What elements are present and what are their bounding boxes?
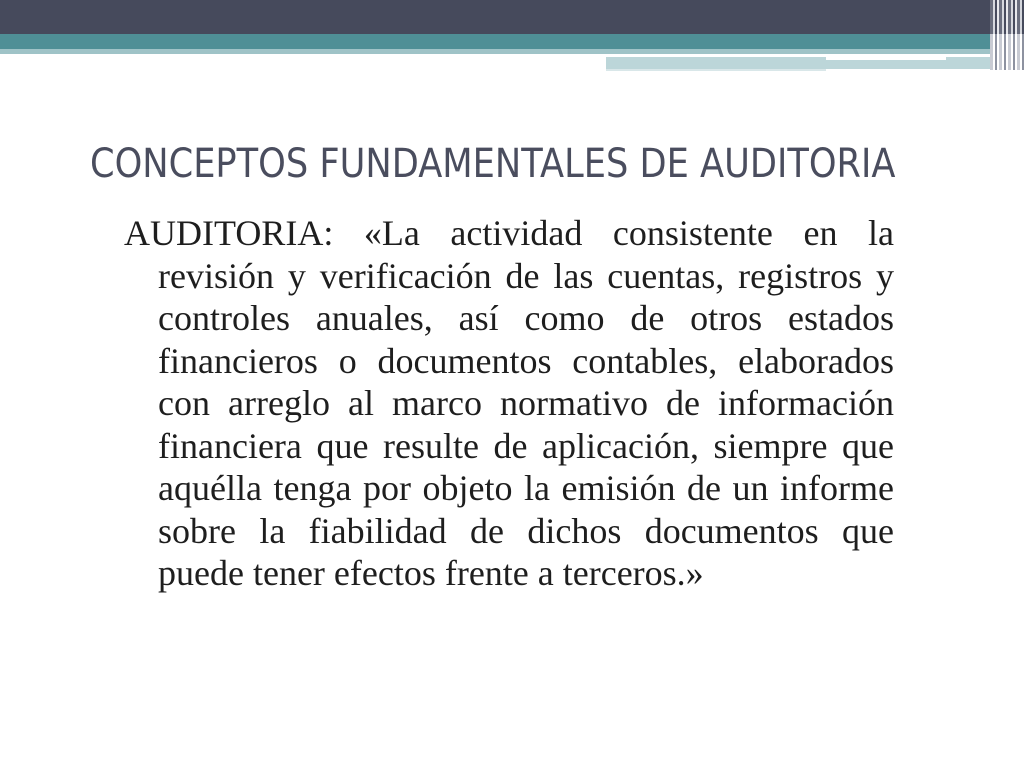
- header-band-gap-right: [826, 57, 946, 60]
- header-band-underline: [606, 69, 826, 71]
- slide-title: CONCEPTOS FUNDAMENTALES DE AUDITORIA: [90, 141, 896, 187]
- header-stripes-decoration-top: [990, 0, 1024, 34]
- slide-body-text: AUDITORIA: «La actividad consistente en la revisión y verificación de las cuentas, registros y controles anuales, así como de otros estados financieros o documentos contables, elaborados con arreglo al marco normativo de información financiera que resulte de aplicación, siempre que aquélla tenga por objeto la emisión de un informe sobre la fiabilidad de dichos documentos que puede tener efectos frente a terceros.»: [124, 213, 894, 593]
- header-band-dark: [0, 0, 1024, 34]
- header-band-teal: [0, 34, 990, 49]
